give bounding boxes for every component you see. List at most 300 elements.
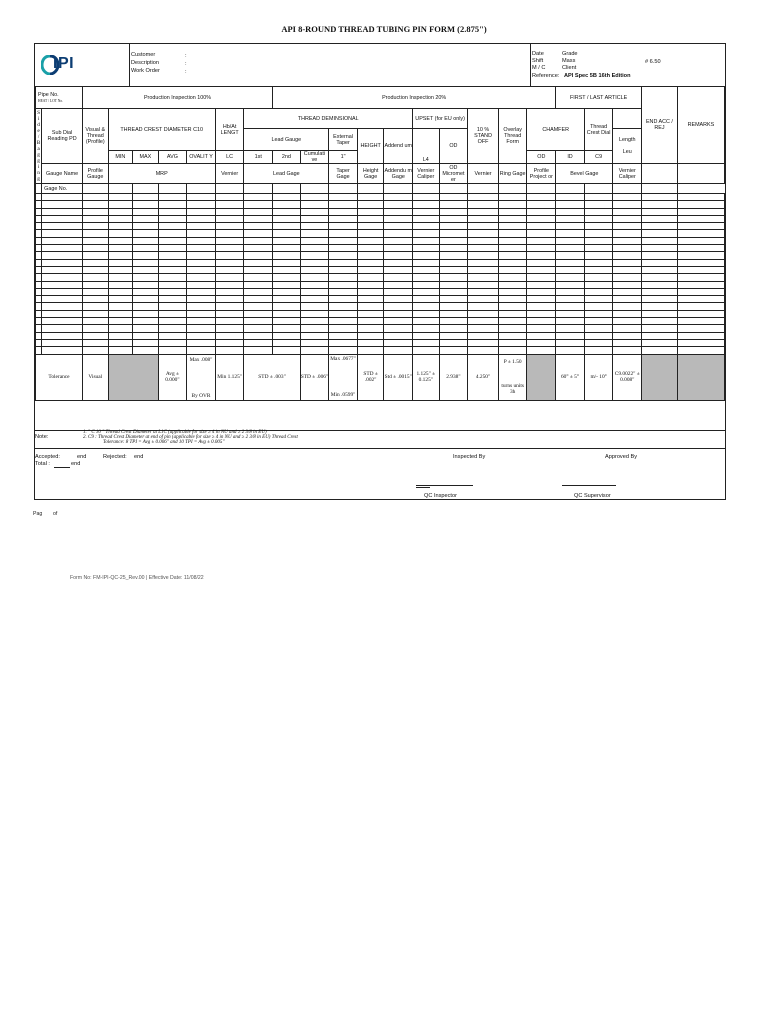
entry-cell[interactable] <box>329 325 358 332</box>
entry-cell[interactable] <box>133 245 159 252</box>
entry-cell[interactable] <box>498 325 527 332</box>
entry-cell[interactable] <box>133 230 159 237</box>
entry-cell[interactable] <box>527 288 556 295</box>
entry-cell[interactable] <box>187 339 216 346</box>
entry-cell[interactable] <box>42 208 83 215</box>
entry-cell[interactable] <box>158 245 187 252</box>
entry-cell[interactable] <box>556 208 585 215</box>
entry-cell[interactable] <box>42 318 83 325</box>
entry-cell[interactable] <box>357 252 384 259</box>
entry-cell[interactable] <box>677 245 724 252</box>
entry-cell[interactable] <box>527 281 556 288</box>
entry-cell[interactable] <box>133 288 159 295</box>
entry-cell[interactable] <box>384 347 413 354</box>
entry-cell[interactable] <box>613 332 642 339</box>
entry-cell[interactable] <box>273 245 301 252</box>
entry-cell[interactable] <box>158 215 187 222</box>
entry-cell[interactable] <box>42 303 83 310</box>
entry-cell[interactable] <box>83 332 109 339</box>
entry-cell[interactable] <box>642 215 678 222</box>
entry-cell[interactable] <box>468 274 499 281</box>
entry-cell[interactable] <box>83 230 109 237</box>
entry-cell[interactable] <box>468 245 499 252</box>
entry-cell[interactable] <box>108 208 133 215</box>
entry-cell[interactable] <box>642 303 678 310</box>
entry-cell[interactable] <box>357 194 384 201</box>
entry-cell[interactable] <box>677 318 724 325</box>
entry-cell[interactable] <box>357 332 384 339</box>
entry-cell[interactable] <box>498 237 527 244</box>
entry-cell[interactable] <box>108 281 133 288</box>
entry-cell[interactable] <box>613 347 642 354</box>
entry-cell[interactable] <box>584 223 613 230</box>
entry-cell[interactable] <box>42 347 83 354</box>
entry-cell[interactable] <box>244 318 273 325</box>
entry-cell[interactable] <box>108 347 133 354</box>
entry-cell[interactable] <box>498 347 527 354</box>
entry-cell[interactable] <box>613 318 642 325</box>
entry-cell[interactable] <box>329 194 358 201</box>
entry-cell[interactable] <box>584 339 613 346</box>
entry-cell[interactable] <box>158 223 187 230</box>
entry-cell[interactable] <box>498 252 527 259</box>
entry-cell[interactable] <box>187 259 216 266</box>
entry-cell[interactable] <box>42 266 83 273</box>
entry-cell[interactable] <box>158 325 187 332</box>
entry-cell[interactable] <box>329 259 358 266</box>
entry-cell[interactable] <box>108 259 133 266</box>
entry-cell[interactable] <box>187 223 216 230</box>
entry-cell[interactable] <box>273 252 301 259</box>
entry-cell[interactable] <box>108 245 133 252</box>
entry-cell[interactable] <box>329 347 358 354</box>
entry-cell[interactable] <box>42 252 83 259</box>
entry-cell[interactable] <box>300 259 329 266</box>
entry-cell[interactable] <box>527 230 556 237</box>
entry-cell[interactable] <box>584 237 613 244</box>
entry-cell[interactable] <box>527 274 556 281</box>
entry-cell[interactable] <box>187 281 216 288</box>
entry-cell[interactable] <box>413 259 440 266</box>
entry-cell[interactable] <box>642 339 678 346</box>
entry-cell[interactable] <box>642 288 678 295</box>
entry-cell[interactable] <box>642 347 678 354</box>
entry-cell[interactable] <box>642 296 678 303</box>
entry-cell[interactable] <box>300 201 329 208</box>
entry-cell[interactable] <box>244 339 273 346</box>
entry-cell[interactable] <box>300 230 329 237</box>
entry-cell[interactable] <box>329 288 358 295</box>
entry-cell[interactable] <box>527 310 556 317</box>
entry-cell[interactable] <box>300 339 329 346</box>
entry-cell[interactable] <box>384 208 413 215</box>
entry-cell[interactable] <box>527 318 556 325</box>
entry-cell[interactable] <box>584 208 613 215</box>
entry-cell[interactable] <box>527 223 556 230</box>
entry-cell[interactable] <box>642 310 678 317</box>
entry-cell[interactable] <box>215 303 244 310</box>
entry-cell[interactable] <box>439 310 468 317</box>
entry-cell[interactable] <box>468 332 499 339</box>
entry-cell[interactable] <box>584 252 613 259</box>
entry-cell[interactable] <box>300 310 329 317</box>
entry-cell[interactable] <box>613 252 642 259</box>
entry-cell[interactable] <box>384 332 413 339</box>
entry-cell[interactable] <box>527 194 556 201</box>
entry-cell[interactable] <box>384 296 413 303</box>
entry-cell[interactable] <box>329 266 358 273</box>
entry-cell[interactable] <box>498 318 527 325</box>
entry-cell[interactable] <box>273 237 301 244</box>
entry-cell[interactable] <box>215 194 244 201</box>
entry-cell[interactable] <box>642 281 678 288</box>
entry-cell[interactable] <box>468 296 499 303</box>
entry-cell[interactable] <box>498 223 527 230</box>
entry-cell[interactable] <box>468 259 499 266</box>
entry-cell[interactable] <box>83 215 109 222</box>
entry-cell[interactable] <box>468 194 499 201</box>
entry-cell[interactable] <box>215 259 244 266</box>
entry-cell[interactable] <box>187 252 216 259</box>
entry-cell[interactable] <box>584 245 613 252</box>
entry-cell[interactable] <box>556 339 585 346</box>
entry-cell[interactable] <box>677 339 724 346</box>
entry-cell[interactable] <box>357 237 384 244</box>
entry-cell[interactable] <box>83 237 109 244</box>
entry-cell[interactable] <box>187 215 216 222</box>
entry-cell[interactable] <box>677 266 724 273</box>
entry-cell[interactable] <box>187 318 216 325</box>
entry-cell[interactable] <box>468 347 499 354</box>
entry-cell[interactable] <box>158 237 187 244</box>
entry-cell[interactable] <box>357 303 384 310</box>
entry-cell[interactable] <box>413 288 440 295</box>
entry-cell[interactable] <box>413 339 440 346</box>
entry-cell[interactable] <box>439 325 468 332</box>
entry-cell[interactable] <box>498 332 527 339</box>
entry-cell[interactable] <box>187 303 216 310</box>
entry-cell[interactable] <box>300 296 329 303</box>
entry-cell[interactable] <box>556 288 585 295</box>
entry-cell[interactable] <box>584 274 613 281</box>
entry-cell[interactable] <box>108 252 133 259</box>
entry-cell[interactable] <box>584 310 613 317</box>
entry-cell[interactable] <box>42 332 83 339</box>
entry-cell[interactable] <box>300 245 329 252</box>
entry-cell[interactable] <box>83 245 109 252</box>
entry-cell[interactable] <box>300 215 329 222</box>
entry-cell[interactable] <box>613 281 642 288</box>
entry-cell[interactable] <box>244 223 273 230</box>
entry-cell[interactable] <box>158 281 187 288</box>
entry-cell[interactable] <box>613 194 642 201</box>
entry-cell[interactable] <box>584 230 613 237</box>
entry-cell[interactable] <box>42 237 83 244</box>
entry-cell[interactable] <box>556 296 585 303</box>
entry-cell[interactable] <box>677 303 724 310</box>
entry-cell[interactable] <box>384 230 413 237</box>
entry-cell[interactable] <box>273 266 301 273</box>
entry-cell[interactable] <box>42 288 83 295</box>
entry-cell[interactable] <box>413 215 440 222</box>
entry-cell[interactable] <box>244 288 273 295</box>
entry-cell[interactable] <box>439 318 468 325</box>
entry-cell[interactable] <box>158 252 187 259</box>
entry-cell[interactable] <box>556 303 585 310</box>
entry-cell[interactable] <box>642 230 678 237</box>
entry-cell[interactable] <box>384 259 413 266</box>
entry-cell[interactable] <box>83 266 109 273</box>
entry-cell[interactable] <box>413 237 440 244</box>
entry-cell[interactable] <box>677 288 724 295</box>
entry-cell[interactable] <box>357 215 384 222</box>
entry-cell[interactable] <box>677 274 724 281</box>
entry-cell[interactable] <box>439 274 468 281</box>
entry-cell[interactable] <box>613 303 642 310</box>
entry-cell[interactable] <box>133 310 159 317</box>
entry-cell[interactable] <box>468 230 499 237</box>
entry-cell[interactable] <box>439 259 468 266</box>
entry-cell[interactable] <box>300 208 329 215</box>
entry-cell[interactable] <box>244 266 273 273</box>
entry-cell[interactable] <box>584 266 613 273</box>
entry-cell[interactable] <box>244 230 273 237</box>
entry-cell[interactable] <box>613 274 642 281</box>
entry-cell[interactable] <box>133 237 159 244</box>
entry-cell[interactable] <box>42 230 83 237</box>
entry-cell[interactable] <box>83 252 109 259</box>
entry-cell[interactable] <box>584 332 613 339</box>
entry-cell[interactable] <box>498 310 527 317</box>
entry-cell[interactable] <box>357 223 384 230</box>
entry-cell[interactable] <box>108 325 133 332</box>
entry-cell[interactable] <box>300 303 329 310</box>
entry-cell[interactable] <box>556 347 585 354</box>
entry-cell[interactable] <box>244 237 273 244</box>
entry-cell[interactable] <box>215 274 244 281</box>
entry-cell[interactable] <box>215 296 244 303</box>
entry-cell[interactable] <box>584 259 613 266</box>
entry-cell[interactable] <box>215 252 244 259</box>
entry-cell[interactable] <box>83 288 109 295</box>
entry-cell[interactable] <box>83 274 109 281</box>
entry-cell[interactable] <box>273 230 301 237</box>
entry-cell[interactable] <box>677 332 724 339</box>
entry-cell[interactable] <box>187 296 216 303</box>
entry-cell[interactable] <box>613 215 642 222</box>
entry-cell[interactable] <box>439 339 468 346</box>
entry-cell[interactable] <box>439 296 468 303</box>
entry-cell[interactable] <box>133 303 159 310</box>
entry-cell[interactable] <box>108 266 133 273</box>
entry-cell[interactable] <box>413 245 440 252</box>
entry-cell[interactable] <box>384 310 413 317</box>
entry-cell[interactable] <box>244 259 273 266</box>
entry-cell[interactable] <box>498 296 527 303</box>
entry-cell[interactable] <box>273 194 301 201</box>
entry-cell[interactable] <box>329 208 358 215</box>
entry-cell[interactable] <box>413 296 440 303</box>
entry-cell[interactable] <box>642 201 678 208</box>
entry-cell[interactable] <box>413 230 440 237</box>
entry-cell[interactable] <box>300 237 329 244</box>
entry-cell[interactable] <box>584 281 613 288</box>
entry-cell[interactable] <box>584 303 613 310</box>
entry-cell[interactable] <box>329 310 358 317</box>
entry-cell[interactable] <box>677 252 724 259</box>
entry-cell[interactable] <box>642 274 678 281</box>
entry-cell[interactable] <box>468 288 499 295</box>
entry-cell[interactable] <box>300 266 329 273</box>
entry-cell[interactable] <box>329 339 358 346</box>
entry-cell[interactable] <box>613 296 642 303</box>
entry-cell[interactable] <box>556 310 585 317</box>
entry-cell[interactable] <box>439 223 468 230</box>
entry-cell[interactable] <box>584 325 613 332</box>
entry-cell[interactable] <box>329 252 358 259</box>
entry-cell[interactable] <box>158 274 187 281</box>
entry-cell[interactable] <box>642 318 678 325</box>
entry-cell[interactable] <box>42 201 83 208</box>
entry-cell[interactable] <box>300 325 329 332</box>
entry-cell[interactable] <box>527 303 556 310</box>
entry-cell[interactable] <box>133 318 159 325</box>
entry-cell[interactable] <box>357 245 384 252</box>
entry-cell[interactable] <box>556 266 585 273</box>
entry-cell[interactable] <box>439 332 468 339</box>
entry-cell[interactable] <box>83 201 109 208</box>
entry-cell[interactable] <box>215 245 244 252</box>
entry-cell[interactable] <box>556 215 585 222</box>
entry-cell[interactable] <box>439 237 468 244</box>
entry-cell[interactable] <box>187 201 216 208</box>
entry-cell[interactable] <box>187 208 216 215</box>
entry-cell[interactable] <box>498 259 527 266</box>
entry-cell[interactable] <box>244 310 273 317</box>
entry-cell[interactable] <box>244 245 273 252</box>
entry-cell[interactable] <box>133 208 159 215</box>
entry-cell[interactable] <box>556 230 585 237</box>
entry-cell[interactable] <box>384 223 413 230</box>
entry-cell[interactable] <box>273 281 301 288</box>
entry-cell[interactable] <box>187 230 216 237</box>
entry-cell[interactable] <box>158 230 187 237</box>
entry-cell[interactable] <box>215 325 244 332</box>
entry-cell[interactable] <box>42 223 83 230</box>
entry-cell[interactable] <box>42 339 83 346</box>
entry-cell[interactable] <box>187 310 216 317</box>
entry-cell[interactable] <box>498 208 527 215</box>
entry-cell[interactable] <box>329 318 358 325</box>
entry-cell[interactable] <box>413 325 440 332</box>
entry-cell[interactable] <box>384 274 413 281</box>
entry-cell[interactable] <box>300 252 329 259</box>
entry-cell[interactable] <box>413 303 440 310</box>
entry-cell[interactable] <box>439 288 468 295</box>
entry-cell[interactable] <box>329 296 358 303</box>
entry-cell[interactable] <box>468 252 499 259</box>
entry-cell[interactable] <box>329 237 358 244</box>
entry-cell[interactable] <box>158 332 187 339</box>
entry-cell[interactable] <box>357 274 384 281</box>
entry-cell[interactable] <box>584 288 613 295</box>
entry-cell[interactable] <box>642 266 678 273</box>
entry-cell[interactable] <box>133 201 159 208</box>
entry-cell[interactable] <box>133 259 159 266</box>
entry-cell[interactable] <box>468 223 499 230</box>
entry-cell[interactable] <box>244 296 273 303</box>
entry-cell[interactable] <box>244 332 273 339</box>
entry-cell[interactable] <box>273 318 301 325</box>
entry-cell[interactable] <box>468 201 499 208</box>
entry-cell[interactable] <box>357 339 384 346</box>
entry-cell[interactable] <box>329 281 358 288</box>
entry-cell[interactable] <box>468 215 499 222</box>
entry-cell[interactable] <box>413 318 440 325</box>
entry-cell[interactable] <box>273 201 301 208</box>
entry-cell[interactable] <box>108 230 133 237</box>
entry-cell[interactable] <box>413 281 440 288</box>
entry-cell[interactable] <box>468 339 499 346</box>
entry-cell[interactable] <box>527 215 556 222</box>
entry-cell[interactable] <box>468 318 499 325</box>
entry-cell[interactable] <box>215 266 244 273</box>
entry-cell[interactable] <box>584 201 613 208</box>
entry-cell[interactable] <box>677 310 724 317</box>
entry-cell[interactable] <box>556 252 585 259</box>
entry-cell[interactable] <box>413 274 440 281</box>
entry-cell[interactable] <box>215 281 244 288</box>
entry-cell[interactable] <box>556 325 585 332</box>
entry-cell[interactable] <box>439 230 468 237</box>
entry-cell[interactable] <box>384 325 413 332</box>
entry-cell[interactable] <box>42 194 83 201</box>
entry-cell[interactable] <box>384 303 413 310</box>
entry-cell[interactable] <box>273 296 301 303</box>
entry-cell[interactable] <box>677 223 724 230</box>
entry-cell[interactable] <box>357 288 384 295</box>
entry-cell[interactable] <box>556 237 585 244</box>
entry-cell[interactable] <box>413 347 440 354</box>
entry-cell[interactable] <box>83 325 109 332</box>
entry-cell[interactable] <box>133 215 159 222</box>
entry-cell[interactable] <box>215 237 244 244</box>
entry-cell[interactable] <box>42 281 83 288</box>
entry-cell[interactable] <box>439 347 468 354</box>
entry-cell[interactable] <box>384 194 413 201</box>
entry-cell[interactable] <box>413 223 440 230</box>
entry-cell[interactable] <box>158 339 187 346</box>
entry-cell[interactable] <box>384 339 413 346</box>
entry-cell[interactable] <box>158 303 187 310</box>
entry-cell[interactable] <box>439 266 468 273</box>
entry-cell[interactable] <box>384 281 413 288</box>
entry-cell[interactable] <box>527 266 556 273</box>
entry-cell[interactable] <box>133 332 159 339</box>
entry-cell[interactable] <box>244 252 273 259</box>
entry-cell[interactable] <box>300 332 329 339</box>
entry-cell[interactable] <box>439 208 468 215</box>
entry-cell[interactable] <box>677 215 724 222</box>
entry-cell[interactable] <box>158 296 187 303</box>
entry-cell[interactable] <box>133 325 159 332</box>
entry-cell[interactable] <box>613 245 642 252</box>
entry-cell[interactable] <box>384 237 413 244</box>
entry-cell[interactable] <box>584 347 613 354</box>
entry-cell[interactable] <box>498 288 527 295</box>
entry-cell[interactable] <box>642 194 678 201</box>
entry-cell[interactable] <box>556 194 585 201</box>
